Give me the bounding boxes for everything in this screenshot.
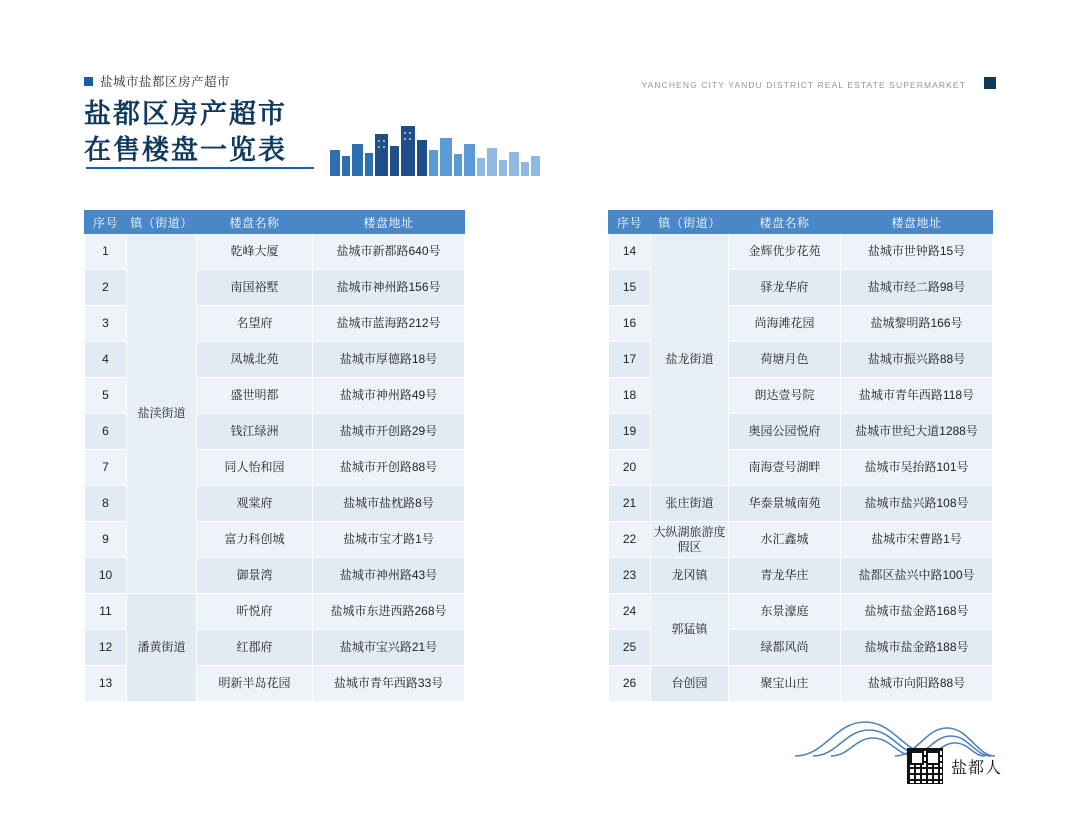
cell-property-name: 华泰景城南苑 [729, 486, 841, 522]
cell-property-address: 盐城市神州路156号 [313, 270, 465, 306]
cell-property-address: 盐城市神州路43号 [313, 558, 465, 594]
cell-property-name: 驿龙华府 [729, 270, 841, 306]
cell-property-address: 盐城市宝才路1号 [313, 522, 465, 558]
cell-property-name: 金辉优步花苑 [729, 234, 841, 270]
square-bullet-icon [84, 77, 93, 86]
listings-table-right [608, 210, 993, 702]
qr-code-icon [907, 748, 943, 784]
cell-property-address: 盐城市神州路49号 [313, 378, 465, 414]
cell-property-name: 水汇鑫城 [729, 522, 841, 558]
cell-property-name: 聚宝山庄 [729, 666, 841, 702]
cell-property-address: 盐城市盐金路188号 [841, 630, 993, 666]
listings-table-left [84, 210, 465, 702]
table-row [609, 594, 993, 630]
title-underline [86, 167, 314, 169]
column-header-name: 楼盘名称 [197, 211, 313, 234]
cell-property-address: 盐城市青年西路33号 [313, 666, 465, 702]
cell-town: 台创园 [651, 666, 729, 702]
english-title: YANCHENG CITY YANDU DISTRICT REAL ESTATE SUPERMARKET [641, 80, 966, 90]
cell-property-address: 盐城市振兴路88号 [841, 342, 993, 378]
cell-property-name: 东景濠庭 [729, 594, 841, 630]
cell-property-address: 盐都区盐兴中路100号 [841, 558, 993, 594]
cell-property-address: 盐城市宋曹路1号 [841, 522, 993, 558]
cell-town: 大纵湖旅游度假区 [651, 522, 729, 558]
cell-property-address: 盐城市世钟路15号 [841, 234, 993, 270]
cell-property-address: 盐城市盐兴路108号 [841, 486, 993, 522]
cell-no: 13 [85, 666, 127, 702]
cell-property-address: 盐城市开创路29号 [313, 414, 465, 450]
table-body-right [609, 234, 993, 702]
cell-no: 15 [609, 270, 651, 306]
page-title-line1: 盐都区房产超市 [84, 99, 287, 130]
cell-property-name: 盛世明都 [197, 378, 313, 414]
cell-no: 16 [609, 306, 651, 342]
column-header-town: 镇（街道） [127, 211, 197, 234]
cell-no: 26 [609, 666, 651, 702]
cell-property-address: 盐城市蓝海路212号 [313, 306, 465, 342]
table-header-right [609, 211, 993, 234]
table-row [85, 594, 465, 630]
cell-property-name: 名望府 [197, 306, 313, 342]
cell-property-name: 南海壹号湖畔 [729, 450, 841, 486]
cell-property-address: 盐城黎明路166号 [841, 306, 993, 342]
table-header-row [85, 211, 465, 234]
cell-property-name: 红郡府 [197, 630, 313, 666]
cell-property-address: 盐城市盐金路168号 [841, 594, 993, 630]
cell-property-name: 昕悦府 [197, 594, 313, 630]
cell-no: 6 [85, 414, 127, 450]
cell-property-name: 奥园公园悦府 [729, 414, 841, 450]
cell-no: 25 [609, 630, 651, 666]
cell-property-address: 盐城市世纪大道1288号 [841, 414, 993, 450]
cell-property-name: 同人怡和园 [197, 450, 313, 486]
cell-property-name: 朗达壹号院 [729, 378, 841, 414]
table-row [85, 234, 465, 270]
cell-no: 1 [85, 234, 127, 270]
cell-no: 24 [609, 594, 651, 630]
table-row [609, 486, 993, 522]
cell-property-address: 盐城市向阳路88号 [841, 666, 993, 702]
cell-no: 22 [609, 522, 651, 558]
cell-town: 郭猛镇 [651, 594, 729, 666]
cell-property-address: 盐城市开创路88号 [313, 450, 465, 486]
cell-town: 盐龙街道 [651, 234, 729, 486]
cell-no: 14 [609, 234, 651, 270]
cell-property-address: 盐城市东进西路268号 [313, 594, 465, 630]
column-header-town: 镇（街道） [651, 211, 729, 234]
cell-no: 10 [85, 558, 127, 594]
cell-no: 8 [85, 486, 127, 522]
document-header [84, 72, 996, 168]
cell-property-address: 盐城市经二路98号 [841, 270, 993, 306]
cell-town: 盐渎街道 [127, 234, 197, 594]
cell-no: 4 [85, 342, 127, 378]
left-table-wrapper [84, 210, 465, 702]
cell-property-address: 盐城市青年西路118号 [841, 378, 993, 414]
cell-property-name: 荷塘月色 [729, 342, 841, 378]
brand-label: 盐都人 [950, 757, 1002, 777]
column-header-addr: 楼盘地址 [313, 211, 465, 234]
cell-no: 5 [85, 378, 127, 414]
cell-town: 张庄街道 [651, 486, 729, 522]
eyebrow-text: 盐城市盐都区房产超市 [100, 75, 231, 89]
cell-no: 2 [85, 270, 127, 306]
cell-no: 17 [609, 342, 651, 378]
page-title-line2: 在售楼盘一览表 [84, 134, 287, 166]
cell-no: 20 [609, 450, 651, 486]
footer-brand [907, 748, 1002, 784]
cell-no: 21 [609, 486, 651, 522]
cell-property-name: 绿都风尚 [729, 630, 841, 666]
column-header-name: 楼盘名称 [729, 211, 841, 234]
cell-property-name: 御景湾 [197, 558, 313, 594]
cell-property-name: 明新半岛花园 [197, 666, 313, 702]
square-marker-icon [984, 77, 996, 89]
cell-no: 23 [609, 558, 651, 594]
cell-no: 3 [85, 306, 127, 342]
cell-no: 7 [85, 450, 127, 486]
cell-property-name: 乾峰大厦 [197, 234, 313, 270]
cell-property-name: 钱江绿洲 [197, 414, 313, 450]
table-header-left [85, 211, 465, 234]
cell-no: 12 [85, 630, 127, 666]
table-body-left [85, 234, 465, 702]
table-row [609, 522, 993, 558]
cell-property-address: 盐城市宝兴路21号 [313, 630, 465, 666]
cell-property-name: 青龙华庄 [729, 558, 841, 594]
cell-property-name: 观棠府 [197, 486, 313, 522]
table-row [609, 558, 993, 594]
column-header-no: 序号 [609, 211, 651, 234]
cell-no: 18 [609, 378, 651, 414]
cell-property-address: 盐城市吴抬路101号 [841, 450, 993, 486]
column-header-no: 序号 [85, 211, 127, 234]
cell-town: 潘黄街道 [127, 594, 197, 702]
cell-no: 19 [609, 414, 651, 450]
cell-property-name: 尚海滩花园 [729, 306, 841, 342]
cell-property-address: 盐城市厚德路18号 [313, 342, 465, 378]
cell-property-address: 盐城市新都路640号 [313, 234, 465, 270]
cell-property-name: 凤城北苑 [197, 342, 313, 378]
right-table-wrapper [608, 210, 993, 702]
table-header-row [609, 211, 993, 234]
city-skyline-icon [328, 120, 548, 178]
table-row [609, 666, 993, 702]
cell-town: 龙冈镇 [651, 558, 729, 594]
column-header-addr: 楼盘地址 [841, 211, 993, 234]
table-row [609, 234, 993, 270]
cell-property-name: 富力科创城 [197, 522, 313, 558]
cell-property-name: 南国裕墅 [197, 270, 313, 306]
cell-no: 11 [85, 594, 127, 630]
cell-property-address: 盐城市盐枕路8号 [313, 486, 465, 522]
cell-no: 9 [85, 522, 127, 558]
